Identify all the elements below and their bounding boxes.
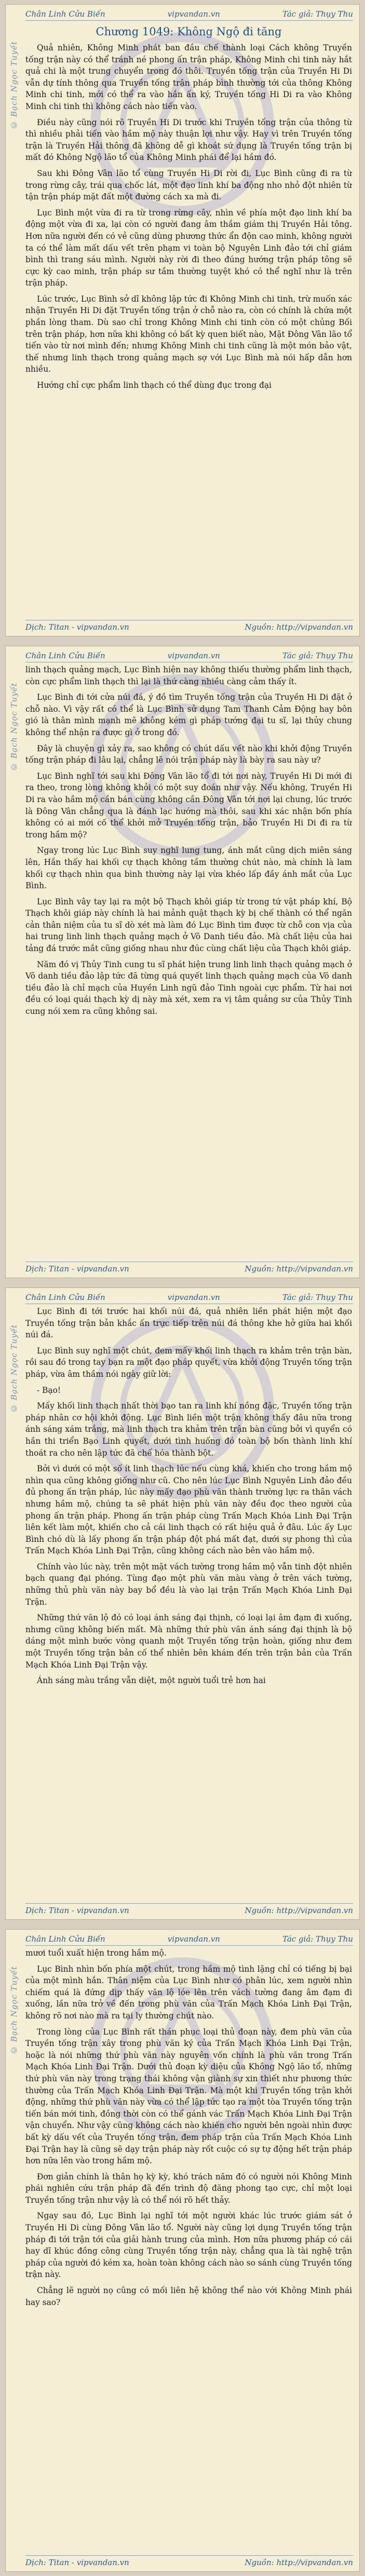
page-header	[25, 649, 353, 662]
side-credit: © Bạch Ngọc Tuyết	[9, 1966, 19, 2055]
paragraph: Trong lòng của Lục Bình rất thán phục loại thủ đoạn này, đem phù văn của Truyền tống trận xây trong phù văn ký của Trấn Mạch Khóa Linh Đại Trận, hoặc là nói những thứ phù văn này nguyên vốn chính là phù văn trong Trấn Mạch Khóa Linh Đại Trận. Dưới thủ đoạn kỳ diệu của Không Ngộ lão tổ, những thứ phù văn này trong trạng thái không vận giành sự xin thiết như phương thức thường của Trấn Mạch Khóa Linh Đại Trận. Mà một khi Truyền tống trận khởi động, những thứ phù văn này vừa có thể lập tức tạo ra một tòa Truyền tống trận tiến bán mới tinh, đồng thời còn có thể gánh vác Trấn Mạch Khóa Linh Đại Trận vận chuyển. Như vậy cũng không cách nào khiến cho người bên ngoài nhìn được bất kỳ dấu vết của Truyền tống trận, đem pháp trận của Trấn Mạch Khóa Linh Đại Trận hay là cũng sẽ dạy trận pháp này rốt cuộc có sự tự động hết trận pháp hơn nữa lên vào trong hầm mộ.	[25, 2027, 352, 2166]
page-header	[25, 1291, 353, 1304]
header-author: Tác giả: Thụy Thu	[282, 651, 353, 660]
page-footer	[25, 2555, 353, 2568]
paragraph: Mấy khối linh thạch nhất thời bạo tan ra linh khí nồng đặc, Truyền tống trận pháp nhân cơ hội khởi động. Lục Bình liền một trận không thấy đâu nữa trong ánh sáng xám trắng, mà linh thạch tra khảm trên trận bàn cũng bởi vì quyển có hần thi triển Bạo Linh quyết, dưới tình huống đó toàn bộ bốn thành linh khí thoát ra cho nên lập tức đã chế hóa thành bột.	[25, 1401, 352, 1458]
paragraph: Bởi vì dưới có một số ít linh thạch lúc nếu cùng khá, khiến cho trong hầm mộ nhìn qua cũng không giống như cũ. Cho nên lúc Lục Bình Nguyên Linh đảo đều đủ phong ấn trận pháp, lúc này mấy đạo phù văn thành trường lực ra thân vách nhưng hầm mộ, chúng ta sẽ phát hiện phù văn này đều đọc theo người của phong ấn trận pháp. Phong ấn trận pháp cùng Trấn Mạch Khóa Linh Đại Trận liên kết làm một, khiến cho cả cái linh thạch có rất hiệu quả ở đâu. Lúc ấy Lục Bình chó dù là lấy phong ấn trận pháp đột phá mất đạt, dưới sự phong thì của Trấn Mạch Khóa Linh Đại Trận, cũng không cách nào bên vào hầm mộ.	[25, 1464, 352, 1556]
paragraph: Lúc trước, Lục Bình sở dĩ không lập tức đi Không Minh chi tinh, trừ muốn xác nhận Truyền Hi Di đặt Truyền tống trận ở chỗ nào ra, còn có chính là chứa một phần lòng tham. Dù sao chỉ trong Không Minh chi tinh còn có một chủng Bối trên trận pháp, hơn nữa khi không có bất kỳ quen biết nào, Mặt Đông Vân lão tổ tiến vào từ nơi mình đến; nhưng Không Minh chi tinh cũng là một món bảo vật, thế nhưng linh thạch trong quảng mạch sợ với Lục Bình mà nói hấp dẫn hơn nhiều.	[25, 294, 352, 374]
page-content	[25, 1306, 352, 1901]
footer-source: Nguồn: http://vipvandan.vn	[245, 622, 353, 632]
page-content	[25, 1947, 352, 2553]
paragraph: mươi tuổi xuất hiện trong hầm mộ.	[25, 1948, 167, 1958]
paragraph: Quả nhiên, Không Minh phát ban đầu chế thành loại Cách không Truyền tống trận này có thể tránh né phong ấn trận pháp, Không Minh chi tinh này hắt quả chi là một trung chuyển trong đó thôi. Truyền tống trận của Truyền Hi Di vẫn dự tính thông qua Truyền tống trận pháp bình thường tới của thông Không Minh chi tinh, mới có thể ra vào hắn ấn ký, Truyền tống Hi Di ra vào Không Minh chi tinh thì không cách nào tiến vào.	[25, 43, 352, 111]
header-site: vipvandan.vn	[167, 1293, 220, 1302]
header-site: vipvandan.vn	[167, 9, 220, 19]
paragraph: Chính vào lúc này, trên một mặt vách tường trong hầm mộ vẫn tinh đột nhiên bạch quang đại phóng. Tùng đạo một phù văn màu vàng ở trên vách tường, những thủ phù văn này bay bổ đều là vào lại trận Trấn Mạch Khóa Linh Đại Trận.	[25, 1562, 352, 1607]
paragraph: Ngay sau đó, Lục Bình lại nghĩ tới một người khác lúc trước giám sát ở Truyền Hi Di cùng Đông Vân lão tổ. Người này cũng lợi dụng Truyền tống trận pháp đi tới trận tới của giải hành trung của mình. Hơn nữa phương pháp có cái hay dĩ khúc đồng công cùng Truyền tống trận này, chẳng qua là tài nghệ trận pháp của người đó kém xa, hoàn toàn không cách nào so sánh cùng Truyền tống trận này.	[25, 2211, 352, 2280]
header-book-title: Chân Linh Cửu Biến	[25, 651, 105, 660]
paragraph: Lục Bình đi tới cửa núi đá, ý đồ tìm Truyền tống trận của Truyền Hi Di đặt ở chỗ nào. Vì vậy rất có thể là Lục Bình sử dụng Tam Thanh Cảm Động hay bôn gió là thân mình mạnh mẽ không kém gì pháp tướng đại tu sĩ, lại thủy chung không thể nhận ra được gì ở trong đó.	[25, 693, 352, 737]
header-book-title: Chân Linh Cửu Biến	[25, 9, 105, 19]
paragraph: Ánh sáng màu trắng vẫn diệt, một người tuổi trẻ hơn hai	[37, 1676, 266, 1686]
paragraph: Những thứ văn lộ đó có loại ánh sáng đại thịnh, có loại lại âm đạm đi xuống, nhưng cũng không biến mất. Mà những thứ phù văn ánh sáng đại thịnh là bộ dáng một mình bước vòng quanh một Truyền tống trận hoàn, giống như đem một Truyền tống trận bản cố thể nhiên bên khám đến trên trận bản của Trấn Mạch Khóa Linh Đại Trận vậy.	[25, 1613, 352, 1670]
page-content	[25, 24, 352, 617]
footer-source: Nguồn: http://vipvandan.vn	[245, 1264, 353, 1273]
paragraph: Chẳng lẽ người nọ cũng có mối liên hệ không thể nào với Không Minh phái hay sao?	[25, 2286, 352, 2307]
page-header	[25, 1933, 353, 1946]
page-content	[25, 664, 352, 1259]
header-book-title: Chân Linh Cửu Biến	[25, 1293, 105, 1302]
footer-translator: Dịch: Titan - vipvandan.vn	[25, 1906, 129, 1915]
header-author: Tác giả: Thụy Thu	[282, 9, 353, 19]
footer-source: Nguồn: http://vipvandan.vn	[245, 1906, 353, 1915]
document-page-1	[5, 4, 360, 636]
paragraph: Năm đó vị Thủy Tinh cung tu sĩ phát hiện trung linh linh thạch quảng mạch ở Võ danh tiều đảo lập tức đã từng quá quyết linh thạch quảng mạch của Võ danh tiều đảo là chỉ mạch của Huyền Linh ngũ đảo Tinh ngoài cực phẩm. Từ hai nơi đều có loại quái thạch kỳ dị này mà xét, xem ra vị tâm quảng sư của Thủy Tinh cung nói xem ra cũng không sai.	[25, 959, 352, 1016]
paragraph: Ngay trong lúc Lục Bình suy nghĩ lung tung, ánh mắt cũng dịch miên sáng lên, Hắn thấy hai khối cự thạch không tầm thường chút nào, mà chính là lam khối cự thạch nhìn qua bình thường này lại vừa khéo lấp đầy ánh mắt của Lục Bình.	[25, 846, 352, 891]
paragraph: Hướng chỉ cực phẩm linh thạch có thể dùng đục trong đại	[37, 381, 272, 390]
paragraph: Lục Bình nghĩ tới sau khi Đông Vân lão tổ đi tới nơi này, Truyền Hi Di mới đi ra theo, trong lòng không khỏi có một suy đoán như vậy. Nếu không, Truyền Hi Di ra vào hầm mộ cần bán cùng không cần Đông Vân tới nơi lại chung, lúc trước là Đông Vân chẳng qua là đánh lạc hướng mà thôi, sau khi xác nhận bốn phía không có ai mới cố thể khởi mở Truyền tống trận, bảo Truyền Hi Di đi ra từ trong hầm mộ?	[25, 771, 352, 839]
footer-translator: Dịch: Titan - vipvandan.vn	[25, 2558, 129, 2567]
footer-translator: Dịch: Titan - vipvandan.vn	[25, 622, 129, 632]
page-header	[25, 8, 353, 21]
footer-source: Nguồn: http://vipvandan.vn	[245, 2558, 353, 2567]
document-page-4	[5, 1929, 360, 2572]
paragraph: Lục Bình suy nghĩ một chút, đem mấy khối linh thạch ra khảm trên trận bàn, rồi sau đó trong tay bạn ra một đạo pháp quyết, vừa khởi động Truyền tống trận pháp, vừa âm thầm nói ngày giữ lời:	[25, 1346, 352, 1379]
paragraph: Đây là chuyện gì xảy ra, sao không có chút dấu vết nào khi khởi động Truyền tống trận pháp đi lâu lại, chẳng lẽ nói trận pháp này là bày ra sau này ư?	[25, 743, 352, 765]
paragraph: Điều này cũng nói rõ Truyền Hi Di trước khi Truyền tống trận của thông từ thì nhiều phải tiến vào hầm mộ này thuận lợi như vậy. Hay vì trên Truyền tống trận là Truyền Hải thông đã không dễ gì khoát sứ dụng là Truyền tống trận bị mất đó Không Ngộ lão tổ của Không Minh phái để lại hầm đó.	[25, 117, 352, 162]
document-page-3	[5, 1287, 360, 1920]
side-credit: © Bạch Ngọc Tuyết	[9, 1324, 19, 1413]
page-footer	[25, 1262, 353, 1275]
paragraph: Lục Bình vây tay lại ra một bộ Thạch khôi giáp từ trong tứ vật pháp khí, Bộ Thạch khôi giáp này chính là hai mảnh quật thạch kỳ bị chế thành có thể ngăn cản thân niệm của tu sĩ dò xét mà làm đó Lục Bình tìm được từ chỗ con vịa của hai trung linh linh thạch quảng mạch ở Võ Danh tiều đảo. Mà chất liệu của hai tảng đá trước mắt cũng giống nhau như đúc cùng chất liệu của Thạch khôi giáp.	[25, 897, 352, 954]
paragraph: - Bạo!	[37, 1385, 61, 1395]
paragraph: Lục Bình đi tới trước hai khối núi đá, quả nhiên liền phát hiện một đạo Truyền tống trận bản khắc ấn trực tiếp trên núi đá thông khe hở giữa hai khối núi đá.	[25, 1307, 352, 1340]
document-page-2	[5, 646, 360, 1278]
header-author: Tác giả: Thụy Thu	[282, 1934, 353, 1944]
header-site: vipvandan.vn	[167, 651, 220, 660]
side-credit: © Bạch Ngọc Tuyết	[9, 683, 19, 771]
footer-translator: Dịch: Titan - vipvandan.vn	[25, 1264, 129, 1273]
header-book-title: Chân Linh Cửu Biến	[25, 1934, 105, 1944]
page-footer	[25, 1903, 353, 1916]
chapter-title: Chương 1049: Không Ngộ đi tăng	[96, 25, 282, 38]
side-credit: © Bạch Ngọc Tuyết	[9, 41, 19, 130]
paragraph: Lục Bình nhìn bốn phía một chút, trong hầm mộ tình lặng chỉ có tiếng bị bại của một mình hắn. Thân niệm của Lục Bình như có phân lúc, xem người nhìn chiếm quá là đứng dịp thấy văn lộ lóe lên trên vách tường đang âm đạm đi xuống, lần nữa trở về đến trong phù văn của Trấn Mạch Khóa Linh Đại Trận, không rõ nơi nào mà ra tại ly thường chút nào.	[25, 1964, 352, 2021]
page-footer	[25, 620, 353, 633]
paragraph: Sau khi Đông Vân lão tổ cùng Truyền Hi Di rời đi, Lục Bình cũng đi ra từ trong rừng cây, trái qua chốc lát, một đạo linh khí ba động nho nhỏ đột nhiên từ tận trận pháp mặt đất một đường cách xa mà đi.	[25, 168, 352, 202]
header-author: Tác giả: Thụy Thu	[282, 1293, 353, 1302]
header-site: vipvandan.vn	[167, 1934, 220, 1944]
paragraph: Lục Bình một vừa đi ra từ trong rừng cây, nhìn về phía một đạo linh khí ba động một vừa đi xa, lại còn có người đang âm thầm giám thị Truyền Hải tông. Hơn nữa người đến có vẻ cũng dùng phương thức ẩn độn cao minh, không người ta có thể làm mất dấu vết trên phạm vi toàn bộ Nguyên Linh đảo tới chỉ giám bình thì trang sáu mình. Người này rời đi theo đúng hướng trận pháp tông sẽ cực kỳ cao minh, trận pháp sư tầm thường tuyệt khó có thể nghĩ như là trên trận pháp.	[25, 208, 352, 288]
paragraph: linh thạch quảng mạch, Lục Bình hiện nay không thiếu thường phẩm linh thạch, còn cực phẩm linh thạch thì lại là thứ càng nhiều càng cảm thấy ít.	[25, 665, 352, 686]
paragraph: Đơn giản chính là thân họ kỳ kỳ, khó trách năm đó có người nói Không Minh phái nghiên cứu trận pháp đã đến trình độ đăng phong tạo cực, chỉ một loại Truyền tống trận như vậy là có thể nói rõ hết thảy.	[25, 2172, 352, 2205]
